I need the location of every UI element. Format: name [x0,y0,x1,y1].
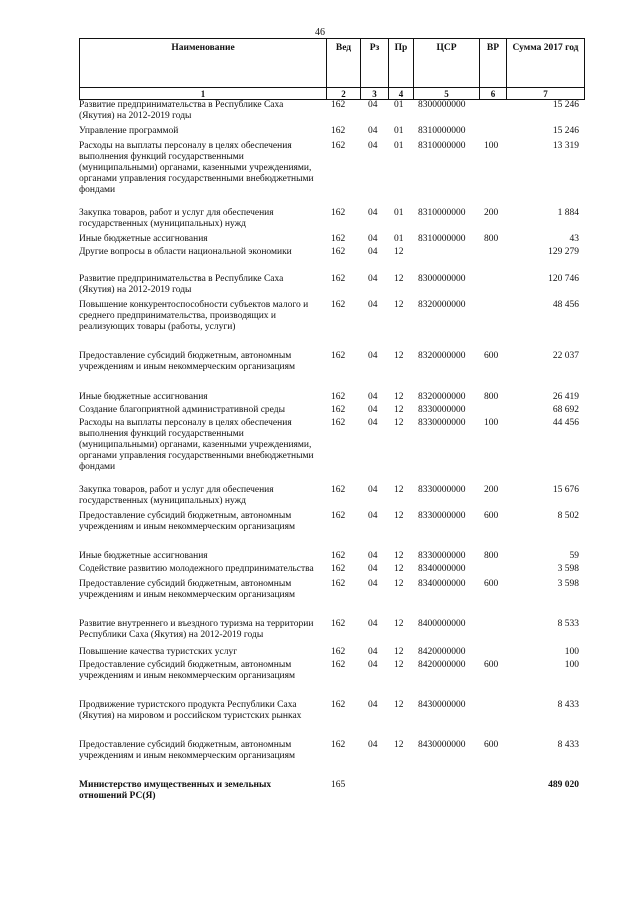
row-rz: 04 [368,619,378,629]
row-csr: 8320000000 [418,351,466,361]
row-csr: 8420000000 [418,660,466,670]
row-vr: 600 [484,579,499,589]
row-name: Иные бюджетные ассигнования [79,551,208,561]
row-csr: 8400000000 [418,619,466,629]
row-sum: 8 502 [557,511,579,521]
row-sum: 43 [569,234,579,244]
row-name: Повышение конкурентоспособности субъектов малого и среднего предпринимательства, производящих и реализующих товары (работы, услуги) [79,300,309,332]
header-num-7: 7 [507,88,585,100]
row-rz: 04 [368,405,378,415]
header-num-1: 1 [80,88,327,100]
row-name: Иные бюджетные ассигнования [79,392,208,402]
row-sum: 100 [564,660,579,670]
row-name: Другие вопросы в области национальной экономики [79,247,292,257]
header-vr: ВР [480,39,507,88]
row-rz: 04 [368,647,378,657]
row-vr: 600 [484,660,499,670]
row-rz: 04 [368,351,378,361]
row-name: Повышение качества туристских услуг [79,647,238,657]
row-rz: 04 [368,564,378,574]
row-name: Создание благоприятной административной среды [79,405,285,415]
row-ved: 162 [331,647,346,657]
row-ved: 162 [331,405,346,415]
table-row [79,418,584,473]
row-name: Расходы на выплаты персоналу в целях обеспечения выполнения функций государственными (муниципальными) органами, казенными учреждениями, органами управления государственными внебюджетными фондами [79,418,314,472]
row-ved: 162 [331,300,346,310]
row-sum: 489 020 [548,780,579,790]
row-name: Расходы на выплаты персоналу в целях обеспечения выполнения функций государственными (муниципальными) органами, казенными учреждениями, органами управления государственными внебюджетными фондами [79,141,314,195]
row-ved: 162 [331,619,346,629]
row-sum: 120 746 [548,274,579,284]
row-pr: 12 [394,351,404,361]
table-row [79,660,584,682]
table-row [79,247,584,258]
row-rz: 04 [368,511,378,521]
row-pr: 12 [394,418,404,428]
table-row [79,551,584,562]
row-csr: 8340000000 [418,564,466,574]
row-rz: 04 [368,660,378,670]
header-num-4: 4 [389,88,414,100]
row-pr: 01 [394,208,404,218]
table-row [79,740,584,762]
row-pr: 12 [394,392,404,402]
table-row [79,564,584,575]
row-ved: 162 [331,579,346,589]
row-pr: 12 [394,511,404,521]
row-pr: 12 [394,660,404,670]
row-csr: 8330000000 [418,405,466,415]
table-row [79,274,584,296]
row-ved: 162 [331,485,346,495]
row-pr: 12 [394,551,404,561]
row-rz: 04 [368,141,378,151]
row-name: Управление программой [79,126,179,136]
header-csr: ЦСР [414,39,480,88]
row-csr: 8420000000 [418,647,466,657]
row-sum: 129 279 [548,247,579,257]
row-ved: 162 [331,740,346,750]
row-csr: 8310000000 [418,126,466,136]
table-row [79,405,584,416]
row-sum: 44 456 [552,418,579,428]
row-pr: 12 [394,564,404,574]
row-sum: 15 246 [552,100,579,110]
row-vr: 200 [484,485,499,495]
row-csr: 8310000000 [418,208,466,218]
header-rz: Рз [361,39,389,88]
row-vr: 100 [484,418,499,428]
row-csr: 8330000000 [418,485,466,495]
row-csr: 8430000000 [418,740,466,750]
row-ved: 165 [331,780,346,790]
row-csr: 8330000000 [418,418,466,428]
row-rz: 04 [368,579,378,589]
table-row [79,126,584,137]
row-ved: 162 [331,551,346,561]
row-pr: 12 [394,740,404,750]
row-csr: 8320000000 [418,300,466,310]
row-rz: 04 [368,551,378,561]
header-num-5: 5 [414,88,480,100]
header-sum: Сумма 2017 год [507,39,585,88]
row-rz: 04 [368,300,378,310]
table-row [79,208,584,230]
row-csr: 8300000000 [418,100,466,110]
table-header [79,38,585,100]
row-rz: 04 [368,485,378,495]
row-name: Закупка товаров, работ и услуг для обеспечения государственных (муниципальных) нужд [79,485,274,506]
row-ved: 162 [331,141,346,151]
row-sum: 13 319 [552,141,579,151]
row-vr: 600 [484,511,499,521]
row-ved: 162 [331,234,346,244]
row-name: Развитие предпринимательства в Республике Саха (Якутия) на 2012-2019 годы [79,100,284,121]
row-rz: 04 [368,208,378,218]
row-pr: 01 [394,234,404,244]
row-name: Предоставление субсидий бюджетным, автономным учреждениям и иным некоммерческим организациям [79,579,296,600]
row-sum: 68 692 [552,405,579,415]
table-row [79,579,584,601]
row-pr: 01 [394,126,404,136]
table-row [79,485,584,507]
row-name: Развитие предпринимательства в Республике Саха (Якутия) на 2012-2019 годы [79,274,284,295]
row-sum: 48 456 [552,300,579,310]
row-name: Закупка товаров, работ и услуг для обеспечения государственных (муниципальных) нужд [79,208,274,229]
row-sum: 22 037 [552,351,579,361]
row-pr: 12 [394,647,404,657]
table-row [79,351,584,373]
row-pr: 12 [394,247,404,257]
table-row [79,100,584,122]
table-body [79,100,584,802]
header-num-2: 2 [327,88,361,100]
row-sum: 3 598 [557,579,579,589]
row-csr: 8330000000 [418,551,466,561]
row-ved: 162 [331,100,346,110]
row-vr: 100 [484,141,499,151]
header-num-3: 3 [361,88,389,100]
row-ved: 162 [331,700,346,710]
row-vr: 200 [484,208,499,218]
row-vr: 800 [484,551,499,561]
row-csr: 8340000000 [418,579,466,589]
row-ved: 162 [331,392,346,402]
row-csr: 8310000000 [418,141,466,151]
row-name: Развитие внутреннего и въездного туризма на территории Республики Саха (Якутия) на 2012-2019 годы [79,619,314,640]
row-name: Предоставление субсидий бюджетным, автономным учреждениям и иным некоммерческим организациям [79,660,296,681]
table-row [79,700,584,722]
row-name: Продвижение туристского продукта Республики Саха (Якутия) на мировом и российском туристских рынках [79,700,302,721]
row-rz: 04 [368,274,378,284]
row-pr: 12 [394,274,404,284]
row-sum: 3 598 [557,564,579,574]
row-vr: 600 [484,740,499,750]
header-num-6: 6 [480,88,507,100]
row-pr: 12 [394,405,404,415]
header-pr: Пр [389,39,414,88]
row-ved: 162 [331,247,346,257]
row-ved: 162 [331,126,346,136]
row-csr: 8300000000 [418,274,466,284]
header-ved: Вед [327,39,361,88]
row-sum: 15 676 [552,485,579,495]
row-name: Министерство имущественных и земельных отношений РС(Я) [79,780,272,801]
row-csr: 8430000000 [418,700,466,710]
row-ved: 162 [331,351,346,361]
table-row [79,300,584,333]
row-vr: 600 [484,351,499,361]
row-rz: 04 [368,392,378,402]
row-pr: 01 [394,141,404,151]
table-row [79,392,584,403]
row-sum: 59 [569,551,579,561]
row-ved: 162 [331,511,346,521]
row-rz: 04 [368,418,378,428]
row-csr: 8330000000 [418,511,466,521]
row-rz: 04 [368,700,378,710]
row-rz: 04 [368,740,378,750]
row-name: Содействие развитию молодежного предпринимательства [79,564,314,574]
row-ved: 162 [331,274,346,284]
row-name: Иные бюджетные ассигнования [79,234,208,244]
row-pr: 12 [394,485,404,495]
row-csr: 8310000000 [418,234,466,244]
table-row [79,647,584,658]
row-pr: 01 [394,100,404,110]
page-number: 46 [315,27,325,38]
row-name: Предоставление субсидий бюджетным, автономным учреждениям и иным некоммерческим организациям [79,740,296,761]
row-rz: 04 [368,247,378,257]
row-sum: 15 246 [552,126,579,136]
header-name: Наименование [80,39,327,88]
row-ved: 162 [331,660,346,670]
row-vr: 800 [484,392,499,402]
table-row [79,619,584,641]
row-rz: 04 [368,234,378,244]
row-vr: 800 [484,234,499,244]
row-ved: 162 [331,418,346,428]
row-sum: 8 433 [557,740,579,750]
row-pr: 12 [394,619,404,629]
row-pr: 12 [394,579,404,589]
table-row [79,780,584,802]
table-row [79,234,584,245]
row-pr: 12 [394,300,404,310]
row-name: Предоставление субсидий бюджетным, автономным учреждениям и иным некоммерческим организациям [79,351,296,372]
row-ved: 162 [331,208,346,218]
row-sum: 8 533 [557,619,579,629]
row-sum: 1 884 [557,208,579,218]
row-name: Предоставление субсидий бюджетным, автономным учреждениям и иным некоммерческим организациям [79,511,296,532]
row-rz: 04 [368,100,378,110]
row-sum: 100 [564,647,579,657]
row-rz: 04 [368,126,378,136]
table-row [79,511,584,533]
row-sum: 26 419 [552,392,579,402]
row-sum: 8 433 [557,700,579,710]
table-row [79,141,584,196]
row-pr: 12 [394,700,404,710]
row-ved: 162 [331,564,346,574]
row-csr: 8320000000 [418,392,466,402]
